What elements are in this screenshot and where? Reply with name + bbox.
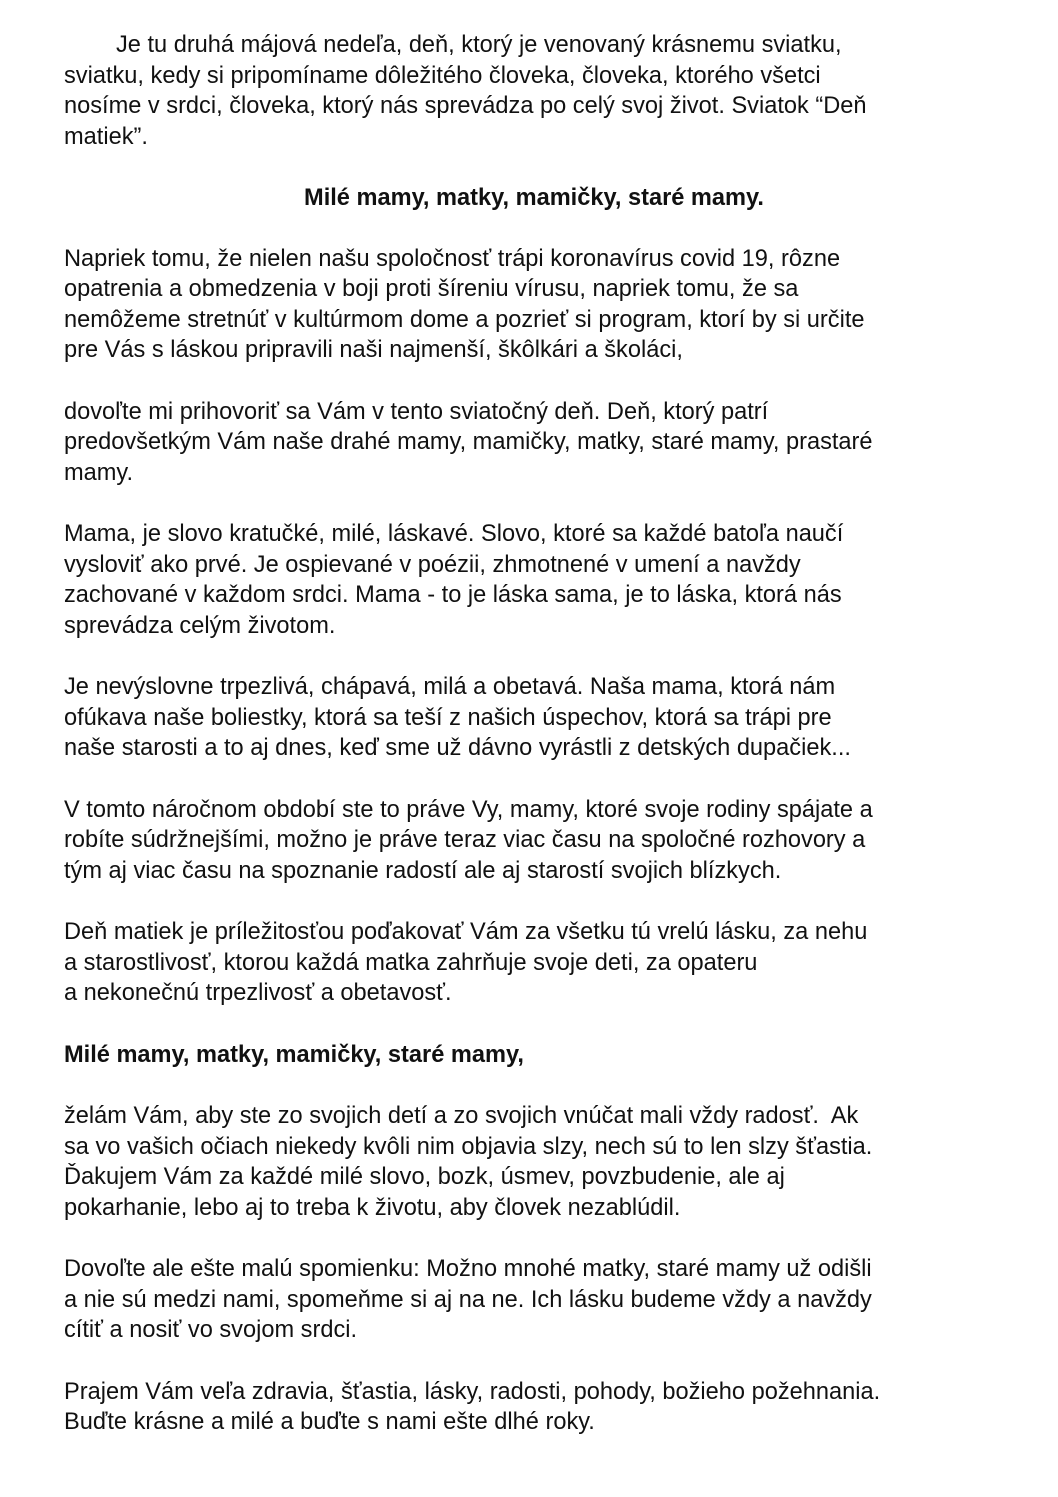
text-line: nosíme v srdci, človeka, ktorý nás sprevádza po celý svoj život. Sviatok “Deň (64, 93, 867, 119)
text-line: Ďakujem Vám za každé milé slovo, bozk, úsmev, povzbudenie, ale aj (64, 1164, 785, 1190)
text-line: nemôžeme stretnúť v kultúrmom dome a pozrieť si program, ktorí by si určite (64, 306, 865, 333)
paragraph-5 (64, 795, 1004, 887)
text-line: sviatku, kedy si pripomíname dôležitého človeka, človeka, ktorého všetci (64, 62, 821, 89)
paragraph-7 (64, 1101, 1004, 1223)
paragraph-8 (64, 1254, 1004, 1346)
text-line: naše starosti a to aj dnes, keď sme už dávno vyrástli z detských dupačiek... (64, 735, 851, 761)
text-line: sa vo vašich očiach niekedy kvôli nim objavia slzy, nech sú to len slzy šťastia. (64, 1133, 873, 1160)
intro-paragraph (64, 30, 1004, 152)
text-line: Deň matiek je príležitosťou poďakovať Vám za všetku tú vrelú lásku, za nehu (64, 919, 868, 945)
paragraph-9 (64, 1377, 1004, 1438)
text-line: vysloviť ako prvé. Je ospievané v poézii, zhmotnené v umení a navždy (64, 551, 801, 578)
paragraph-4 (64, 672, 1004, 764)
paragraph-2 (64, 397, 1004, 489)
text-line: cítiť a nosiť vo svojom srdci. (64, 1317, 358, 1343)
document-page (64, 30, 1004, 1469)
text-line: Dovoľte ale ešte malú spomienku: Možno mnohé matky, staré mamy už odišli (64, 1256, 872, 1282)
text-line: robíte súdržnejšími, možno je práve teraz viac času na spoločné rozhovory a (64, 827, 866, 853)
text-line: Prajem Vám veľa zdravia, šťastia, lásky, radosti, pohody, božieho požehnania. (64, 1378, 881, 1405)
text-line: pokarhanie, lebo aj to treba k životu, aby človek nezablúdil. (64, 1194, 681, 1221)
text-line: Buďte krásne a milé a buďte s nami ešte dlhé roky. (64, 1409, 595, 1435)
paragraph-1 (64, 244, 1004, 366)
text-line: Je nevýslovne trpezlivá, chápavá, milá a obetavá. Naša mama, ktorá nám (64, 674, 836, 700)
text-line: V tomto náročnom období ste to práve Vy, mamy, ktoré svoje rodiny spájate a (64, 796, 873, 823)
paragraph-3 (64, 519, 1004, 641)
text-line: Mama, je slovo kratučké, milé, láskavé. Slovo, ktoré sa každé batoľa naučí (64, 521, 844, 547)
text-line: sprevádza celým životom. (64, 612, 336, 639)
text-line: a starostlivosť, ktorou každá matka zahrňuje svoje deti, za opateru (64, 949, 758, 976)
text-line: pre Vás s láskou pripravili naši najmenší, škôlkári a školáci, (64, 337, 683, 363)
text-line: tým aj viac času na spoznanie radostí ale aj starostí svojich blízkych. (64, 857, 782, 884)
greeting-heading: Milé mamy, matky, mamičky, staré mamy. (304, 185, 764, 211)
text-line: a nekonečnú trpezlivosť a obetavosť. (64, 980, 452, 1006)
text-line: želám Vám, aby ste zo svojich detí a zo svojich vnúčat mali vždy radosť. Ak (64, 1103, 859, 1129)
greeting-heading-secondary: Milé mamy, matky, mamičky, staré mamy, (64, 1041, 524, 1068)
text-line: a nie sú medzi nami, spomeňme si aj na ne. Ich lásku budeme vždy a navždy (64, 1286, 872, 1313)
text-line: predovšetkým Vám naše drahé mamy, mamičky, matky, staré mamy, prastaré (64, 429, 873, 455)
text-line: Napriek tomu, že nielen našu spoločnosť trápi koronavírus covid 19, rôzne (64, 245, 841, 272)
text-line: ofúkava naše boliestky, ktorá sa teší z našich úspechov, ktorá sa trápi pre (64, 704, 832, 731)
text-line: matiek”. (64, 123, 148, 150)
text-line: mamy. (64, 459, 134, 486)
text-line: Je tu druhá májová nedeľa, deň, ktorý je venovaný krásnemu sviatku, (116, 32, 842, 58)
paragraph-6 (64, 917, 1004, 1009)
text-line: dovoľte mi prihovoriť sa Vám v tento sviatočný deň. Deň, ktorý patrí (64, 398, 769, 425)
text-line: opatrenia a obmedzenia v boji proti šíreniu vírusu, napriek tomu, že sa (64, 276, 799, 302)
text-line: zachované v každom srdci. Mama - to je láska sama, je to láska, ktorá nás (64, 582, 842, 608)
